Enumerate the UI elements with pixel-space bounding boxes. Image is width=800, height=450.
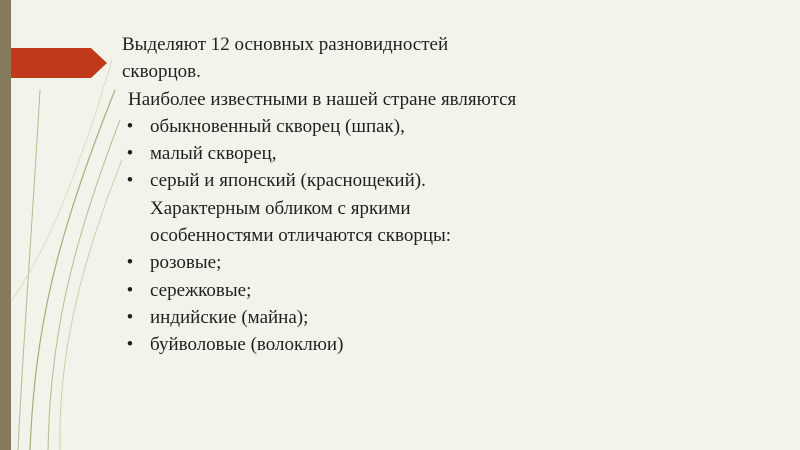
- list-item-text: обыкновенный скворец (шпак),: [150, 115, 405, 137]
- list-item: [122, 331, 642, 358]
- distinct-starlings-list: [122, 249, 642, 358]
- bullet: •: [126, 306, 134, 328]
- list-item-text: малый скворец,: [150, 143, 277, 165]
- list-item: [122, 167, 642, 194]
- list-item: [122, 140, 642, 167]
- bullet: •: [126, 334, 134, 356]
- list-item: [122, 113, 642, 140]
- red-accent-arrow: [11, 48, 107, 78]
- bullet: •: [126, 143, 134, 165]
- list-item: [122, 304, 642, 331]
- intro-line: Выделяют 12 основных разновидностей: [122, 34, 449, 55]
- list-item: [122, 249, 642, 276]
- list-item-text: серый и японский (краснощекий).: [150, 170, 426, 192]
- list-item-text: розовые;: [150, 252, 222, 274]
- slide-text: [122, 31, 642, 359]
- bullet: •: [126, 115, 134, 137]
- bullet: •: [126, 170, 134, 192]
- list-item: [122, 277, 642, 304]
- common-starlings-list: [122, 113, 642, 195]
- intro-line: скворцов.: [122, 61, 201, 83]
- list-item-text: буйволовые (волоклюи): [150, 334, 344, 356]
- continuation-line: особенностями отличаются скворцы:: [150, 225, 452, 247]
- continuation-line: Характерным обликом с яркими: [150, 197, 411, 219]
- intro-line: Наиболее известными в нашей стране являются: [128, 88, 517, 110]
- bullet: •: [126, 279, 134, 301]
- bullet: •: [126, 252, 134, 274]
- list-item-text: сережковые;: [150, 279, 252, 301]
- list-item-text: индийские (майна);: [150, 306, 309, 328]
